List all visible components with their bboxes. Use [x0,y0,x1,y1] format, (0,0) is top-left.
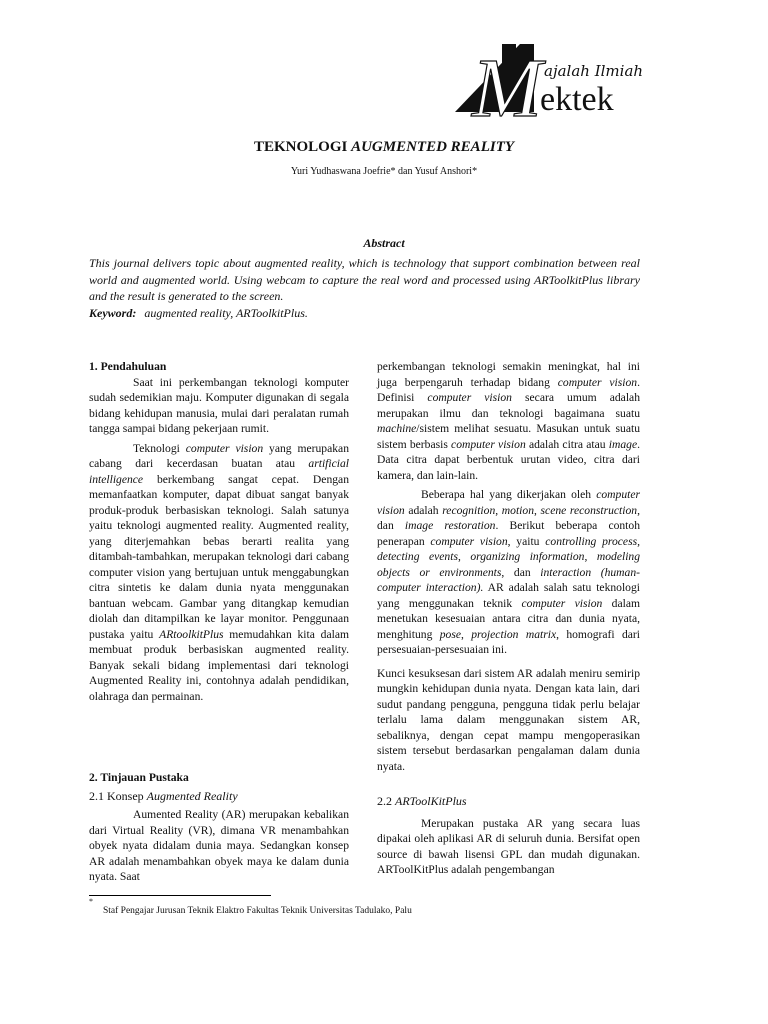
text-run-italic: Augmented Reality [146,788,238,803]
paper-title [0,139,768,156]
text-run-italic: computer vision [185,441,264,455]
text-run: memudahkan kita dalam membuat produk berbasiskan augmented reality. Banyak sekali bidang implementasi dari teknologi Augmented Reality ini, contohnya adalah pendidikan, olahraga dan permainan. [89,627,349,703]
text-run: dalam menetukan kesesuaian antara citra dan dunia nyata, menghitung [377,596,640,641]
footnote-marker: * [89,897,93,906]
text-run: yang merupakan cabang dari kecerdasan buatan atau [89,441,349,470]
text-run: . Berikut beberapa contoh penerapan [377,519,640,548]
text-run-italic: computer vision [451,437,526,451]
text-run: adalah citra atau [525,437,609,451]
text-run: . Data citra dapat berbentuk urutan video, citra dari kamera, dan lain-lain. [377,437,640,482]
text-run-italic: ARtoolkitPlus [159,627,224,641]
text-run-italic: computer vision [557,375,638,389]
text-run-italic: computer vision [521,596,603,610]
right-paragraph-2 [377,487,640,658]
authors: Yuri Yudhaswana Joefrie* dan Yusuf Anshori* [290,166,478,177]
text-run-italic: motion [501,503,534,517]
journal-logo [452,40,652,128]
left-paragraph-3: Aumented Reality (AR) merupakan kebalikan dari Virtual Reality (VR), dimana VR menambahkan obyek nyata didalam dunia maya. Sedangkan konsep AR adalah menambahkan obyek maya ke dalam dunia nyata. Saat [89,808,349,883]
right-column-top [377,359,640,774]
logo-line1: ajalah Ilmiah [544,62,644,80]
text-run: berkembang sangat cepat. Dengan memanfaatkan komputer, dapat dibuat sangat banyak produk-produk berbasiskan teknologi. Salah satunya yaitu teknologi augmented reality. Augmented reality, yang diterjemahkan bebas berarti realita yang ditambah-tambahkan, merupakan teknologi dari cabang computer vision yang bertujuan untuk menggabungkan citra sintetis ke dalam dunia nyata menggunakan bantuan webcam. Gambar yang ditangkap kemudian diolah dan ditampilkan ke layar monitor. Penggunaan pustaka yaitu [89,472,349,641]
text-run-italic: scene reconstruction [540,503,638,517]
text-run: 2.2 [377,794,395,808]
footnote-rule [89,895,271,896]
text-run: AR adalah salah satu teknologi yang menggunakan teknik [377,581,640,610]
title-emphasis: AUGMENTED REALITY [351,139,515,155]
text-run-italic: image [608,437,638,451]
text-run: , [584,550,597,563]
subsection-2-2-heading [377,794,640,810]
abstract-heading: Abstract [363,236,405,250]
text-run: . Definisi [377,375,640,404]
text-run: , dan [501,565,541,579]
left-column-top [89,359,349,704]
text-run: perkembangan teknologi semakin meningkat, hal ini juga berpengaruh terhadap bidang [377,360,640,389]
left-paragraph-2 [89,441,349,705]
text-run-italic: image restoration [404,519,496,532]
text-run: secara umum adalah merupakan ilmu dan teknologi bagaimana suatu [377,391,640,420]
text-run: 2.1 Konsep [89,788,147,803]
keyword-list: augmented reality, ARToolkitPlus. [144,306,308,320]
logo-emblem [452,40,652,128]
right-paragraph-1 [377,359,640,483]
text-run-italic: artificial intelligence [89,457,349,486]
text-run: , [457,550,471,563]
title-prefix: TEKNOLOGI [253,139,352,155]
text-run: , [461,627,472,641]
left-column-bottom [89,770,349,885]
text-run: adalah [404,503,443,517]
text-run-italic: computer vision [377,488,640,517]
text-run-italic: organizing information [470,550,585,563]
right-paragraph-3: Kunci kesuksesan dari sistem AR adalah meniru semirip mungkin kehidupan dunia nyata. Dengan kata lain, dari sudut pandang pengguna, pengguna tidak perlu belajar terlalu lama dalam menggunakan sistem AR, sebaliknya, dengan cepat mampu mengoperasikan sistem tersebut berdasarkan pengalaman dalam dunia nyata. [377,666,640,773]
section-2-heading: 2. Tinjauan Pustaka [89,771,189,784]
text-run-italic: recognition [442,503,496,517]
text-run: Teknologi [133,441,186,455]
text-run-italic: ARToolKitPlus [395,794,467,808]
text-run-italic: interaction (human-computer interaction). [377,565,640,594]
text-run: , [495,503,502,517]
logo-big-letter: M [472,42,542,128]
footnote-text: Staf Pengajar Jurusan Teknik Elaktro Fakultas Teknik Universitas Tadulako, Palu [103,906,412,916]
text-run-italic: pose [439,627,461,641]
text-run: , yaitu [507,534,546,548]
abstract-text: This journal delivers topic about augmented reality, which is technology that support combination between real world and augmented world. Using webcam to capture the real word and processed using ARToolkitPlus library and the result is generated to the screen. [89,256,640,303]
logo-line2: ektek [540,81,614,118]
text-run-italic: computer vision [427,391,512,404]
text-run-italic: computer vision [430,534,508,548]
keyword-label: Keyword: [89,306,137,320]
right-column-bottom [377,794,640,878]
keywords [89,306,640,321]
section-1-heading: 1. Pendahuluan [89,360,167,373]
text-run-italic: machine [377,422,417,435]
text-run-italic: controlling process, detecting events [377,534,640,563]
text-run: , homografi dari persesuaian-persesuaian ini. [377,627,640,656]
text-run: Beberapa hal yang dikerjakan oleh [421,488,597,501]
text-run: , dan [377,503,641,532]
text-run-italic: modeling objects or environments [377,550,641,579]
subsection-2-1-heading [89,789,349,805]
text-run-italic: projection matrix [471,627,557,641]
text-run: , [534,503,541,517]
left-paragraph-1: Saat ini perkembangan teknologi komputer sudah sedemikian maju. Komputer digunakan di segala bidang kehidupan manusia, mulai dari peralatan rumah tangga sampai bidang pekerjaan rumit. [89,375,349,435]
right-paragraph-4: Merupakan pustaka AR yang secara luas dipakai oleh aplikasi AR di seluruh dunia. Bersifat open source di bawah lisensi GPL dan mudah digunakan. ARToolKitPlus adalah pengembangan [377,816,640,876]
text-run: /sistem melihat sesuatu. Masukan untuk suatu sistem berbasis [377,422,640,451]
